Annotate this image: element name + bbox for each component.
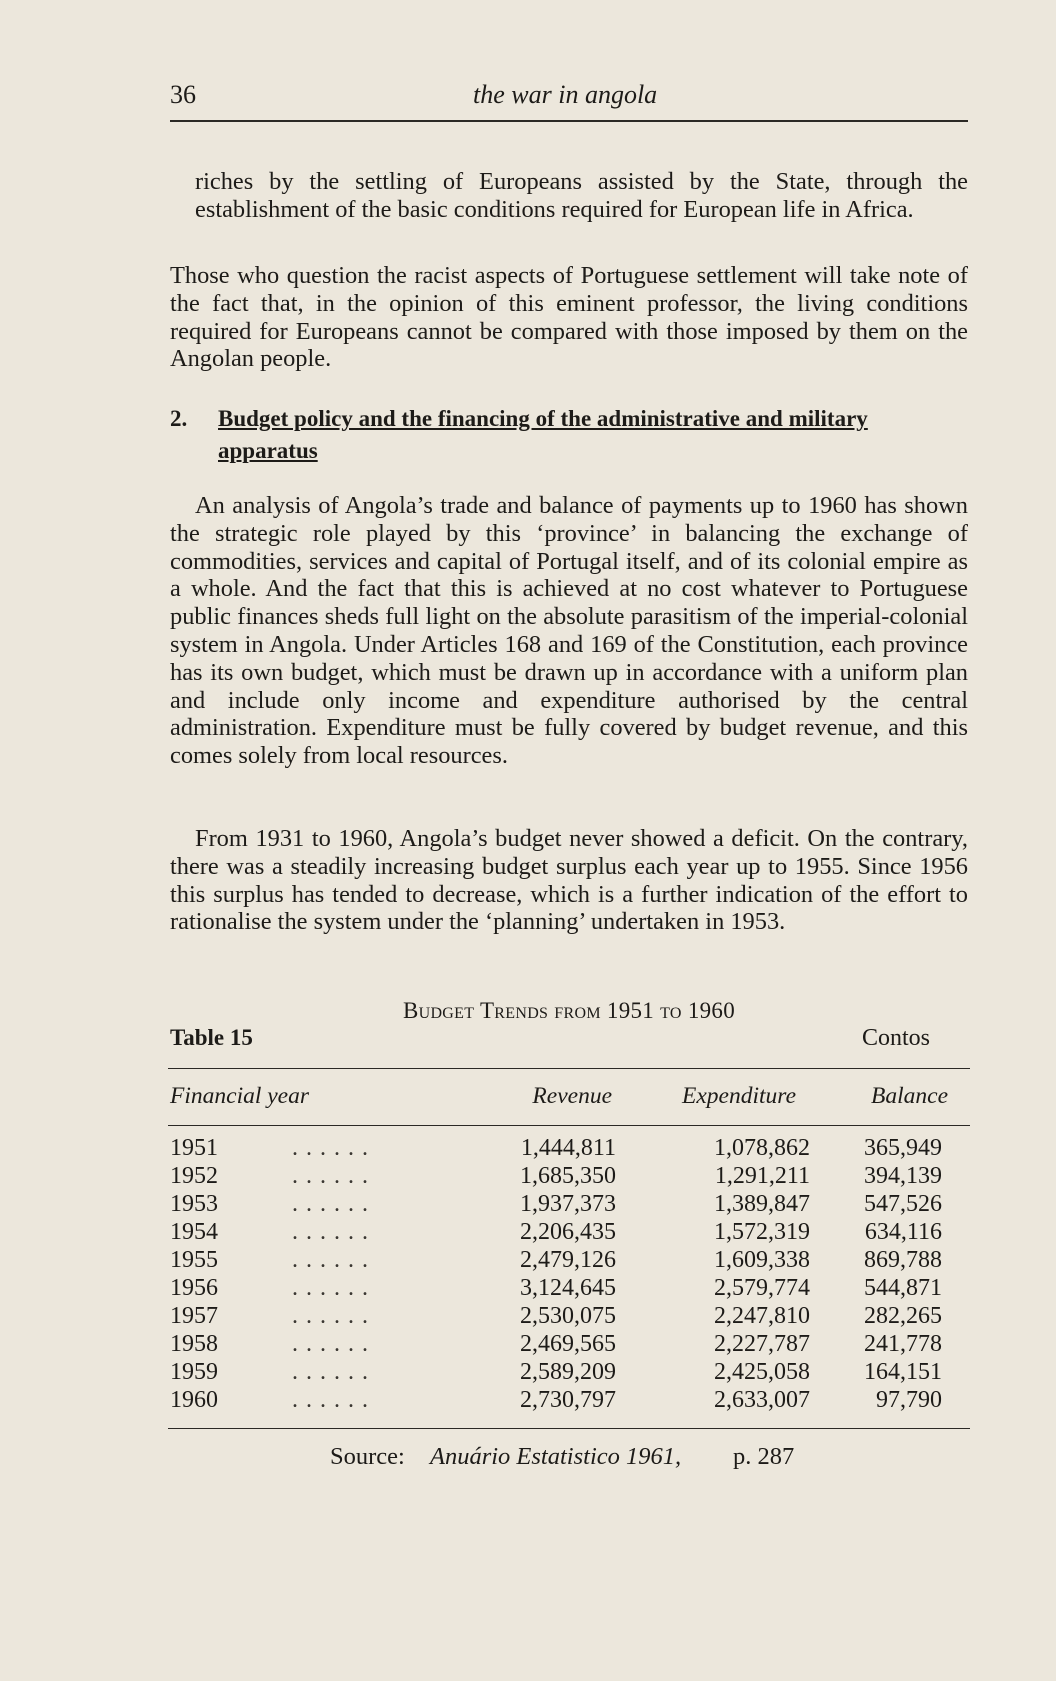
cell-balance: 97,790 xyxy=(876,1387,942,1413)
leader-dots: . . . . . . xyxy=(292,1191,369,1217)
header-financial-year: Financial year xyxy=(170,1083,310,1109)
cell-revenue: 2,530,075 xyxy=(520,1303,616,1329)
table-row xyxy=(0,1191,1056,1219)
cell-expenditure: 1,572,319 xyxy=(714,1219,810,1245)
leader-dots: . . . . . . xyxy=(292,1247,369,1273)
cell-year: 1958 xyxy=(170,1331,218,1357)
table-top-rule xyxy=(168,1068,970,1069)
paragraph-analysis: An analysis of Angola’s trade and balance of payments up to 1960 has shown the strategic role played by this ‘province’ in balancing the exchange of commodities, services and capital of Portugal itself, and of its colonial empire as a whole. And the fact that this is achieved at no cost whatever to Portuguese public finances sheds full light on the absolute parasitism of the imperial-colonial system in Angola. Under Articles 168 and 169 of the Constitution, each province has its own budget, which must be drawn up in accordance with a uniform plan and include only income and expenditure authorised by the central administration. Expenditure must be fully covered by budget revenue, and this comes solely from local resources. xyxy=(170,492,968,770)
table-row xyxy=(0,1163,1056,1191)
table-bottom-rule xyxy=(168,1428,970,1429)
cell-year: 1954 xyxy=(170,1219,218,1245)
cell-year: 1955 xyxy=(170,1247,218,1273)
cell-balance: 365,949 xyxy=(864,1135,942,1161)
leader-dots: . . . . . . xyxy=(292,1387,369,1413)
cell-revenue: 1,444,811 xyxy=(520,1135,616,1161)
header-revenue: Revenue xyxy=(532,1083,612,1109)
leader-dots: . . . . . . xyxy=(292,1359,369,1385)
table-header-rule xyxy=(168,1125,970,1126)
leader-dots: . . . . . . xyxy=(292,1275,369,1301)
cell-revenue: 2,469,565 xyxy=(520,1331,616,1357)
leader-dots: . . . . . . xyxy=(292,1219,369,1245)
cell-expenditure: 1,291,211 xyxy=(714,1163,810,1189)
source-title: Anuário Estatistico 1961, xyxy=(430,1443,682,1470)
paragraph-budget-history: From 1931 to 1960, Angola’s budget never showed a deficit. On the contrary, there was a steadily increasing budget surplus each year up to 1955. Since 1956 this surplus has tended to decrease, which is a further indication of the effort to rationalise the system under the ‘planning’ undertaken in 1953. xyxy=(170,825,968,936)
header-expenditure: Expenditure xyxy=(682,1083,796,1109)
section-number: 2. xyxy=(170,406,188,431)
cell-revenue: 2,206,435 xyxy=(520,1219,616,1245)
cell-expenditure: 1,389,847 xyxy=(714,1191,810,1217)
table-row xyxy=(0,1135,1056,1163)
table-row xyxy=(0,1275,1056,1303)
table-row xyxy=(0,1387,1056,1415)
header-balance: Balance xyxy=(871,1083,948,1109)
running-title: the war in angola xyxy=(473,80,658,109)
cell-expenditure: 2,579,774 xyxy=(714,1275,810,1301)
leader-dots: . . . . . . xyxy=(292,1331,369,1357)
section-title-line2: apparatus xyxy=(218,438,318,463)
cell-revenue: 2,479,126 xyxy=(520,1247,616,1273)
table-unit: Contos xyxy=(862,1025,931,1051)
cell-balance: 547,526 xyxy=(864,1191,942,1217)
cell-expenditure: 2,425,058 xyxy=(714,1359,810,1385)
page-header xyxy=(170,80,968,122)
cell-balance: 394,139 xyxy=(864,1163,942,1189)
cell-expenditure: 2,227,787 xyxy=(714,1331,810,1357)
cell-year: 1959 xyxy=(170,1359,218,1385)
source-label: Source: xyxy=(330,1443,405,1470)
table-label: Table 15 xyxy=(170,1025,253,1050)
cell-expenditure: 1,078,862 xyxy=(714,1135,810,1161)
table-row xyxy=(0,1247,1056,1275)
cell-revenue: 1,937,373 xyxy=(520,1191,616,1217)
cell-year: 1957 xyxy=(170,1303,218,1329)
cell-balance: 241,778 xyxy=(864,1331,942,1357)
cell-year: 1960 xyxy=(170,1387,218,1413)
cell-year: 1951 xyxy=(170,1135,218,1161)
paragraph-racist-aspects: Those who question the racist aspects of Portuguese settlement will take note of the fact that, in the opinion of this eminent professor, the living conditions required for Europeans cannot be compared with those imposed by them on the Angolan people. xyxy=(170,262,968,373)
leader-dots: . . . . . . xyxy=(292,1135,369,1161)
table-caption: Budget Trends from 1951 to 1960 xyxy=(402,998,736,1023)
cell-expenditure: 1,609,338 xyxy=(714,1247,810,1273)
cell-balance: 282,265 xyxy=(864,1303,942,1329)
cell-balance: 544,871 xyxy=(864,1275,942,1301)
table-row xyxy=(0,1359,1056,1387)
cell-expenditure: 2,633,007 xyxy=(714,1387,810,1413)
table-row xyxy=(0,1303,1056,1331)
cell-revenue: 3,124,645 xyxy=(520,1275,616,1301)
table-row xyxy=(0,1331,1056,1359)
cell-expenditure: 2,247,810 xyxy=(714,1303,810,1329)
cell-year: 1953 xyxy=(170,1191,218,1217)
table-row xyxy=(0,1219,1056,1247)
leader-dots: . . . . . . xyxy=(292,1303,369,1329)
cell-year: 1956 xyxy=(170,1275,218,1301)
cell-revenue: 2,589,209 xyxy=(520,1359,616,1385)
section-title-line1: Budget policy and the financing of the administrative and military xyxy=(218,406,868,431)
leader-dots: . . . . . . xyxy=(292,1163,369,1189)
cell-balance: 869,788 xyxy=(864,1247,942,1273)
cell-revenue: 1,685,350 xyxy=(520,1163,616,1189)
source-page: p. 287 xyxy=(733,1443,795,1470)
cell-balance: 164,151 xyxy=(864,1359,942,1385)
page-number: 36 xyxy=(170,80,196,109)
cell-revenue: 2,730,797 xyxy=(520,1387,616,1413)
quoted-paragraph: riches by the settling of Europeans assisted by the State, through the establishment of the basic conditions required for European life in Africa. xyxy=(195,168,968,223)
cell-year: 1952 xyxy=(170,1163,218,1189)
cell-balance: 634,116 xyxy=(864,1219,942,1245)
